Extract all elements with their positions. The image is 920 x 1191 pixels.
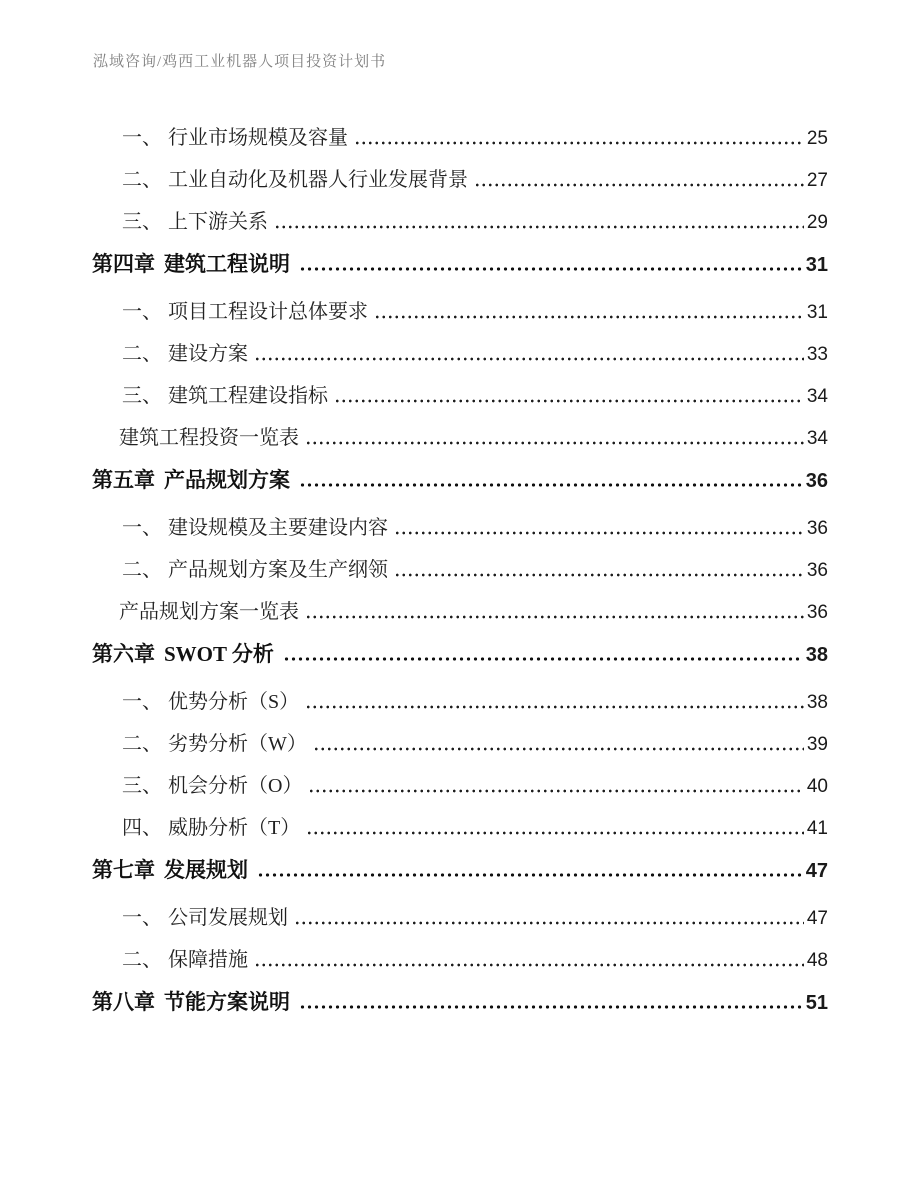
toc-entry-label: 二、	[122, 343, 162, 365]
toc-page-number: 36	[806, 560, 828, 581]
toc-entry[interactable]	[92, 811, 828, 841]
toc-entry-title: 优势分析（S）	[168, 691, 300, 713]
toc-entry-title: 产品规划方案	[164, 468, 290, 492]
toc-page-number: 47	[806, 908, 828, 929]
toc-entry-label: 二、	[122, 169, 162, 191]
toc-page-number: 29	[806, 212, 828, 233]
toc-entry-label: 三、	[122, 211, 162, 233]
toc-entry[interactable]	[92, 553, 828, 583]
toc-entry-label: 三、	[122, 385, 162, 407]
toc-entry[interactable]	[92, 595, 828, 625]
toc-leader-dots	[299, 264, 803, 274]
toc-leader-dots	[254, 354, 804, 364]
toc-entry[interactable]	[92, 769, 828, 799]
toc-entry[interactable]	[92, 901, 828, 931]
toc-entry[interactable]	[92, 337, 828, 367]
toc-entry-label: 第八章	[92, 990, 155, 1014]
toc-page-number: 27	[806, 170, 828, 191]
toc-entry[interactable]	[92, 853, 828, 883]
toc-entry-title: 建设规模及主要建设内容	[168, 517, 388, 539]
toc-page-number: 51	[805, 992, 828, 1014]
toc-entry-label: 二、	[122, 559, 162, 581]
toc-page-number: 36	[806, 602, 828, 623]
toc-entry[interactable]	[92, 685, 828, 715]
toc-entry-title: 公司发展规划	[168, 907, 288, 929]
toc-entry-label: 第六章	[92, 642, 155, 666]
toc-entry-title: 上下游关系	[168, 211, 268, 233]
toc-leader-dots	[394, 528, 804, 538]
toc-page-number: 31	[805, 254, 828, 276]
toc-entry-label: 三、	[122, 775, 162, 797]
toc-entry-title: 节能方案说明	[164, 990, 290, 1014]
toc-leader-dots	[305, 438, 804, 448]
toc-entry[interactable]	[92, 637, 828, 667]
toc-leader-dots	[374, 312, 804, 322]
toc-entry-label: 第七章	[92, 858, 155, 882]
toc-entry-label: 一、	[122, 301, 162, 323]
toc-page-number: 36	[805, 470, 828, 492]
toc-entry[interactable]	[92, 121, 828, 151]
toc-leader-dots	[254, 960, 804, 970]
document-header: 泓域咨询/鸡西工业机器人项目投资计划书	[93, 54, 387, 70]
toc-entry-title: 建设方案	[168, 343, 248, 365]
toc-entry-title: 建筑工程说明	[164, 252, 290, 276]
toc-page-number: 38	[806, 692, 828, 713]
toc-page-number: 33	[806, 344, 828, 365]
toc-leader-dots	[306, 828, 804, 838]
toc-page-number: 47	[805, 860, 828, 882]
toc-leader-dots	[334, 396, 804, 406]
toc-page-number: 34	[806, 428, 828, 449]
toc-entry-title: 项目工程设计总体要求	[168, 301, 368, 323]
toc-entry-title: 建筑工程建设指标	[168, 385, 328, 407]
toc-leader-dots	[394, 570, 804, 580]
toc-entry-label: 第五章	[92, 468, 155, 492]
toc-entry-title: 产品规划方案一览表	[119, 601, 299, 623]
toc-entry-title: 威胁分析（T）	[168, 817, 301, 839]
toc-entry-title: 行业市场规模及容量	[168, 127, 348, 149]
toc-entry[interactable]	[92, 985, 828, 1015]
toc-leader-dots	[257, 870, 803, 880]
toc-leader-dots	[294, 918, 804, 928]
toc-leader-dots	[283, 654, 803, 664]
toc-page-number: 38	[805, 644, 828, 666]
toc-entry[interactable]	[92, 727, 828, 757]
toc-leader-dots	[354, 138, 804, 148]
toc-entry-title: 发展规划	[164, 858, 248, 882]
table-of-contents	[92, 121, 828, 1033]
toc-page-number: 31	[806, 302, 828, 323]
toc-page-number: 34	[806, 386, 828, 407]
toc-page-number: 25	[806, 128, 828, 149]
toc-page-number: 39	[806, 734, 828, 755]
toc-page-number: 41	[806, 818, 828, 839]
toc-entry-title: 工业自动化及机器人行业发展背景	[168, 169, 468, 191]
toc-entry-title: 产品规划方案及生产纲领	[168, 559, 388, 581]
toc-leader-dots	[308, 786, 803, 796]
toc-leader-dots	[313, 744, 804, 754]
toc-leader-dots	[474, 180, 804, 190]
toc-entry[interactable]	[92, 511, 828, 541]
toc-leader-dots	[305, 702, 804, 712]
toc-leader-dots	[299, 480, 803, 490]
toc-entry-title: 建筑工程投资一览表	[119, 427, 299, 449]
toc-entry[interactable]	[92, 463, 828, 493]
toc-entry[interactable]	[92, 379, 828, 409]
toc-entry-title: 机会分析（O）	[168, 775, 303, 797]
toc-leader-dots	[305, 612, 804, 622]
toc-leader-dots	[299, 1002, 803, 1012]
toc-page-number: 48	[806, 950, 828, 971]
toc-entry-label: 一、	[122, 127, 162, 149]
toc-entry-label: 二、	[122, 733, 162, 755]
toc-entry-label: 四、	[122, 817, 162, 839]
toc-entry-label: 一、	[122, 907, 162, 929]
toc-entry-title: 劣势分析（W）	[168, 733, 307, 755]
toc-entry-title: 保障措施	[168, 949, 248, 971]
toc-entry[interactable]	[92, 295, 828, 325]
toc-entry[interactable]	[92, 247, 828, 277]
toc-leader-dots	[274, 222, 804, 232]
toc-entry[interactable]	[92, 163, 828, 193]
toc-page-number: 36	[806, 518, 828, 539]
toc-entry-label: 第四章	[92, 252, 155, 276]
toc-entry[interactable]	[92, 943, 828, 973]
toc-entry-label: 二、	[122, 949, 162, 971]
toc-entry-label: 一、	[122, 517, 162, 539]
toc-page-number: 40	[806, 776, 828, 797]
toc-entry[interactable]	[92, 421, 828, 451]
toc-entry-label: 一、	[122, 691, 162, 713]
toc-entry[interactable]	[92, 205, 828, 235]
toc-entry-title: SWOT 分析	[164, 642, 274, 666]
